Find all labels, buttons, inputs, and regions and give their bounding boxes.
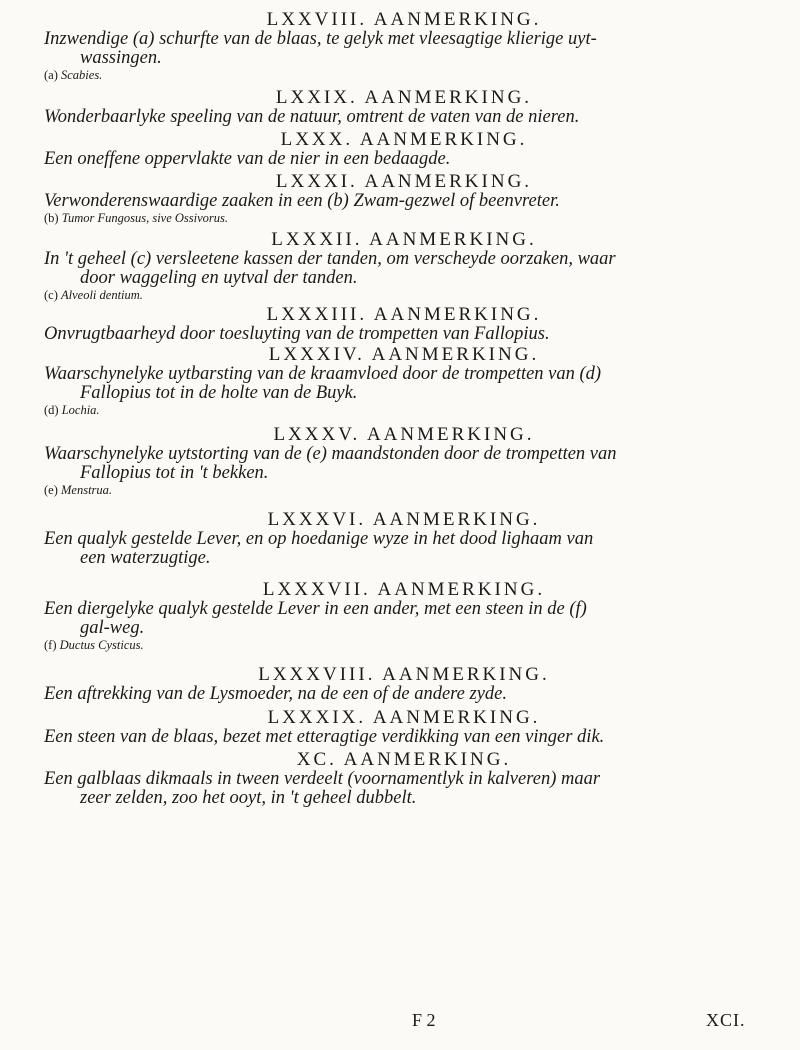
observation-entry — [44, 130, 764, 169]
observation-line: Verwonderenswaardige zaaken in een (b) Zwam-gezwel of beenvreter. — [44, 191, 560, 211]
observation-line-continued: door waggeling en uytval der tanden. — [80, 268, 358, 288]
footnote-mark: (f) — [44, 638, 57, 652]
observation-line: Een diergelyke qualyk gestelde Lever in een ander, met een steen in de (f) — [44, 599, 587, 619]
observation-text — [44, 150, 764, 169]
observation-line: Een steen van de blaas, bezet met etteragtige verdikking van een vinger dik. — [44, 727, 605, 747]
observation-entry — [44, 305, 764, 344]
observation-line: Een aftrekking van de Lysmoeder, na de een of de andere zyde. — [44, 684, 507, 704]
observation-line: Waarschynelyke uytstorting van de (e) maandstonden door de trompetten van — [44, 444, 617, 464]
footnote-mark: (c) — [44, 288, 58, 302]
observation-line: In 't geheel (c) versleetene kassen der tanden, om verscheyde oorzaken, waar — [44, 249, 616, 269]
observation-line: Wonderbaarlyke speeling van de natuur, omtrent de vaten van de nieren. — [44, 107, 580, 127]
observation-line-continued: zeer zelden, zoo het ooyt, in 't geheel dubbelt. — [80, 788, 417, 808]
observation-line: Een galblaas dikmaals in tween verdeelt (voornamentlyk in kalveren) maar — [44, 769, 601, 789]
footnote-mark: (e) — [44, 483, 58, 497]
observation-text — [44, 770, 764, 808]
observation-text — [44, 108, 764, 127]
footnote — [44, 212, 764, 225]
observation-heading: LXXXVII. AANMERKING. — [262, 579, 546, 600]
footnote-mark: (d) — [44, 403, 59, 417]
observation-entry — [44, 665, 764, 704]
observation-heading: LXXX. AANMERKING. — [280, 129, 528, 150]
observation-line: Onvrugtbaarheyd door toesluyting van de trompetten van Fallopius. — [44, 324, 550, 344]
observation-text — [44, 250, 764, 288]
observation-entry — [44, 708, 764, 747]
observation-line-continued: een waterzugtige. — [80, 548, 211, 568]
observation-line-continued: Fallopius tot in de holte van de Buyk. — [80, 383, 358, 403]
footnote — [44, 404, 764, 417]
observation-heading: XC. AANMERKING. — [296, 749, 512, 770]
observation-text — [44, 685, 764, 704]
footnote-mark: (b) — [44, 211, 59, 225]
observation-line-continued: Fallopius tot in 't bekken. — [80, 463, 269, 483]
observation-heading: LXXXVI. AANMERKING. — [267, 509, 541, 530]
observation-entry — [44, 345, 764, 417]
footnote — [44, 289, 764, 302]
observation-line-continued: wassingen. — [80, 48, 162, 68]
observation-line-continued: gal-weg. — [80, 618, 145, 638]
observation-line: Waarschynelyke uytbarsting van de kraamvloed door de trompetten van (d) — [44, 364, 602, 384]
observation-heading: LXXXIII. AANMERKING. — [266, 304, 542, 325]
footnote — [44, 484, 764, 497]
observation-entry — [44, 172, 764, 225]
footnote — [44, 69, 764, 82]
observation-heading: LXXXIX. AANMERKING. — [267, 707, 541, 728]
observation-heading: LXXXI. AANMERKING. — [275, 171, 533, 192]
observation-entry — [44, 750, 764, 808]
observation-line: Een qualyk gestelde Lever, en op hoedanige wyze in het dood lighaam van — [44, 529, 594, 549]
footnote-term: Lochia. — [61, 403, 100, 417]
footnote-term: Ductus Cysticus. — [59, 638, 144, 652]
page-footer — [0, 1010, 800, 1034]
observation-entry — [44, 510, 764, 568]
footnote-term: Alveoli dentium. — [61, 288, 143, 302]
observation-line: Een oneffene oppervlakte van de nier in een bedaagde. — [44, 149, 451, 169]
catchword: XCI. — [706, 1010, 746, 1030]
footnote-mark: (a) — [44, 68, 58, 82]
signature-mark: F 2 — [412, 1010, 436, 1030]
observation-text — [44, 600, 764, 638]
observation-text — [44, 728, 764, 747]
footnote-term: Scabies. — [61, 68, 103, 82]
observation-entry — [44, 580, 764, 652]
observation-entry — [44, 425, 764, 497]
observation-heading: LXXXV. AANMERKING. — [273, 424, 535, 445]
observation-text — [44, 445, 764, 483]
footnote-term: Tumor Fungosus, sive Ossivorus. — [61, 211, 229, 225]
observation-entry — [44, 10, 764, 82]
observation-text — [44, 325, 764, 344]
observation-entry — [44, 88, 764, 127]
observation-entry — [44, 230, 764, 302]
observation-heading: LXXIX. AANMERKING. — [275, 87, 533, 108]
observation-text — [44, 192, 764, 211]
footnote-term: Menstrua. — [61, 483, 113, 497]
observation-line: Inzwendige (a) schurfte van de blaas, te gelyk met vleesagtige klierige uyt- — [44, 29, 597, 49]
observation-text — [44, 365, 764, 403]
observation-heading: LXXVIII. AANMERKING. — [266, 9, 542, 30]
observation-text — [44, 30, 764, 68]
observation-heading: LXXXVIII. AANMERKING. — [258, 664, 550, 685]
observation-heading: LXXXIV. AANMERKING. — [268, 344, 540, 365]
observation-heading: LXXXII. AANMERKING. — [271, 229, 537, 250]
observation-text — [44, 530, 764, 568]
footnote — [44, 639, 764, 652]
